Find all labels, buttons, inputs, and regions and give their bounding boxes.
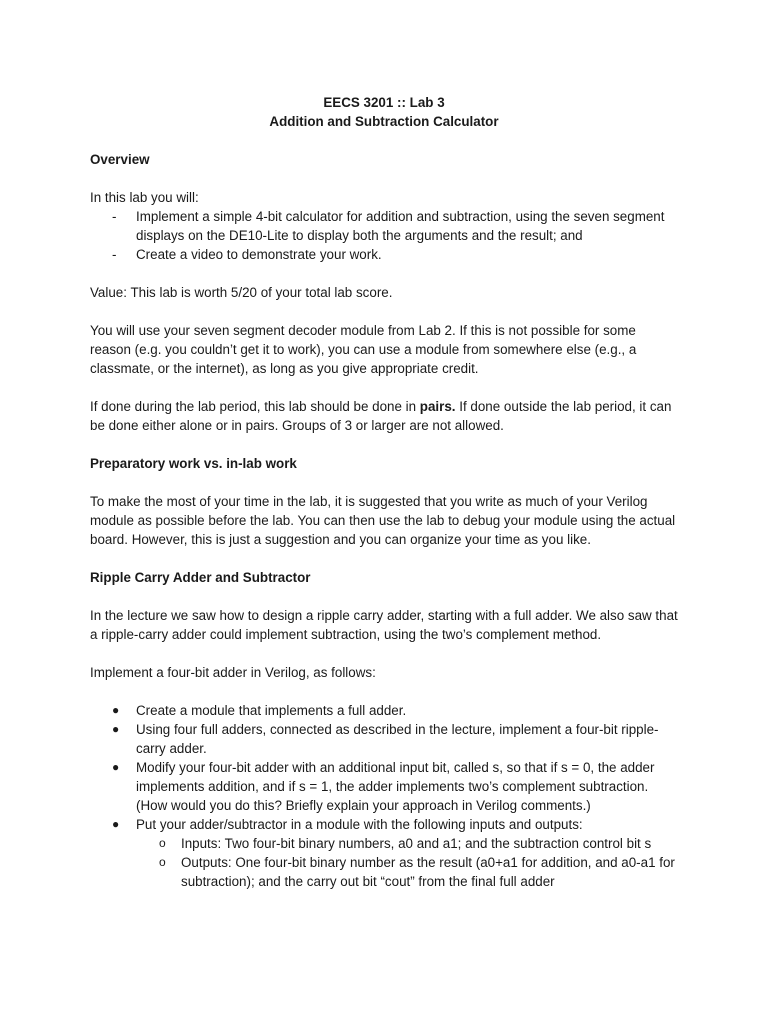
list-item: ● Create a module that implements a full adder. [112,703,407,718]
course-title: EECS 3201 :: Lab 3 [323,95,445,110]
document-title-block [90,93,678,131]
overview-item: - Create a video to demonstrate your work. [112,247,382,262]
sub-list-item: o Outputs: One four-bit binary number as the result (a0+a1 for addition, and a0-a1 for subtraction); and the carry out bit “cout” from the final full adder [159,855,675,889]
list-item: ● Using four full adders, connected as described in the lecture, implement a four-bit ripple-carry adder. [112,722,659,756]
bullet-marker: ● [112,703,120,717]
overview-heading: Overview [90,152,150,167]
sub-list-item: o Inputs: Two four-bit binary numbers, a0 and a1; and the subtraction control bit s [159,836,652,851]
overview-list [90,207,678,264]
list-item: ● Modify your four-bit adder with an additional input bit, called s, so that if s = 0, the adder implements addition, and if s = 1, the adder implements two’s complement subtraction. (How would you do this? Briefly explain your approach in Verilog comments.) [112,760,655,813]
ripple-heading: Ripple Carry Adder and Subtractor [90,570,311,585]
value-paragraph: Value: This lab is worth 5/20 of your total lab score. [90,285,393,300]
circle-marker: o [159,836,166,850]
implement-paragraph: Implement a four-bit adder in Verilog, as follows: [90,665,376,680]
decoder-paragraph: You will use your seven segment decoder module from Lab 2. If this is not possible for some reason (e.g. you couldn’t get it to work), you can use a module from somewhere else (e.g., a classmate, or the internet), as long as you give appropriate credit. [90,323,637,376]
bullet-marker: ● [112,817,120,831]
circle-marker: o [159,855,166,869]
pairs-paragraph: If done during the lab period, this lab should be done in pairs. If done outside the lab period, it can be done either alone or in pairs. Groups of 3 or larger are not allowed. [90,399,672,433]
requirements-list [90,701,678,891]
pairs-emphasis: pairs. [419,399,456,414]
lab-title: Addition and Subtraction Calculator [269,114,499,129]
list-item: ● Put your adder/subtractor in a module with the following inputs and outputs: o Inputs: Two four-bit binary numbers, a0 and a1; and the subtraction control bit s o Outputs: One four-bit binary number as the result (a0+a1 for addition, and a0-a1 for subtraction); and the carry out bit “cout” from the final full adder [90,815,678,891]
dash-marker: - [112,209,117,224]
io-sublist [136,834,678,891]
bullet-marker: ● [112,722,120,736]
overview-intro: In this lab you will: [90,190,199,205]
prep-heading: Preparatory work vs. in-lab work [90,456,297,471]
dash-marker: - [112,247,117,262]
overview-item: - Implement a simple 4-bit calculator for addition and subtraction, using the seven segment displays on the DE10-Lite to display both the arguments and the result; and [112,209,665,243]
prep-paragraph: To make the most of your time in the lab, it is suggested that you write as much of your Verilog module as possible before the lab. You can then use the lab to debug your module using the actual board. However, this is just a suggestion and you can organize your time as you like. [90,494,676,547]
bullet-marker: ● [112,760,120,774]
ripple-paragraph: In the lecture we saw how to design a ripple carry adder, starting with a full adder. We also saw that a ripple-carry adder could implement subtraction, using the two’s complement method. [90,608,678,642]
document-page [90,93,678,891]
